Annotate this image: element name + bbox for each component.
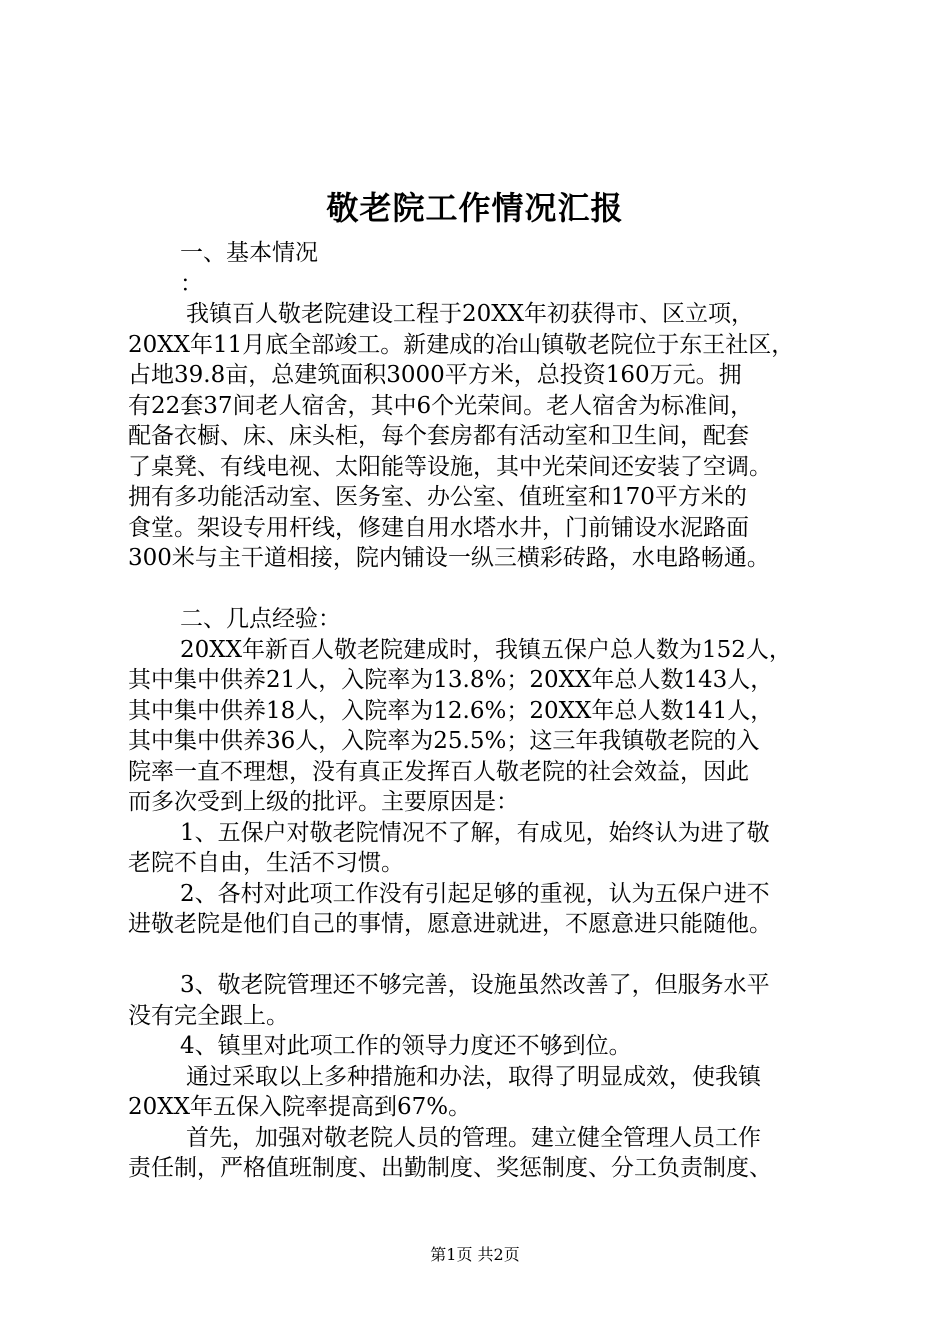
text-line: 进敬老院是他们自己的事情，愿意进就进，不愿意进只能随他。 xyxy=(128,911,772,937)
document-title: 敬老院工作情况汇报 xyxy=(326,189,624,227)
text-line: ： xyxy=(180,270,203,297)
text-line: 300米与主干道相接，院内铺设一纵三横彩砖路，水电路畅通。 xyxy=(128,545,770,571)
text-line: 老院不自由，生活不习惯。 xyxy=(128,850,404,876)
text-line: 其中集中供养18人，入院率为12.6%；20XX年总人数141人， xyxy=(128,697,774,724)
text-line: 20XX年新百人敬老院建成时，我镇五保户总人数为152人， xyxy=(180,636,792,663)
blank-line xyxy=(128,940,850,971)
text-line: 我镇百人敬老院建设工程于20XX年初获得市、区立项， xyxy=(186,301,755,327)
blank-line xyxy=(128,574,850,605)
text-line: 拥有多功能活动室、医务室、办公室、值班室和170平方米的 xyxy=(128,484,747,510)
section-heading-basic: 一、基本情况 xyxy=(180,240,318,266)
text-line: 其中集中供养21人，入院率为13.8%；20XX年总人数143人， xyxy=(128,667,774,693)
page-footer: 第1页 共2页 xyxy=(430,1245,520,1264)
text-line: 1、五保户对敬老院情况不了解，有成见，始终认为进了敬 xyxy=(180,819,770,846)
text-line: 责任制，严格值班制度、出勤制度、奖惩制度、分工负责制度、 xyxy=(128,1155,772,1181)
text-line: 2、各村对此项工作没有引起足够的重视，认为五保户进不 xyxy=(180,880,770,907)
text-line: 而多次受到上级的批评。主要原因是： xyxy=(128,789,519,815)
text-line: 院率一直不理想，没有真正发挥百人敬老院的社会效益，因此 xyxy=(128,758,749,785)
text-line: 3、敬老院管理还不够完善，设施虽然改善了，但服务水平 xyxy=(180,972,770,998)
text-line: 配备衣橱、床、床头柜，每个套房都有活动室和卫生间，配套 xyxy=(128,423,749,449)
text-line: 食堂。架设专用杆线，修建自用水塔水井，门前铺设水泥路面 xyxy=(128,514,749,541)
text-line: 20XX年五保入院率提高到67%。 xyxy=(128,1094,472,1120)
text-line: 首先，加强对敬老院人员的管理。建立健全管理人员工作 xyxy=(186,1124,761,1151)
section-heading-experience: 二、几点经验： xyxy=(180,606,341,632)
text-line: 通过采取以上多种措施和办法，取得了明显成效，使我镇 xyxy=(186,1063,761,1090)
text-line: 4、镇里对此项工作的领导力度还不够到位。 xyxy=(180,1033,632,1059)
text-line: 有22套37间老人宿舍，其中6个光荣间。老人宿舍为标准间， xyxy=(128,392,754,419)
text-line: 没有完全跟上。 xyxy=(128,1002,289,1029)
text-line: 其中集中供养36人，入院率为25.5%；这三年我镇敬老院的入 xyxy=(128,728,760,754)
text-line: 占地39.8亩，总建筑面积3000平方米，总投资160万元。拥 xyxy=(128,362,742,388)
document-body xyxy=(128,238,850,1184)
text-line: 20XX年11月底全部竣工。新建成的冶山镇敬老院位于东王社区， xyxy=(128,331,795,358)
text-line: 了桌凳、有线电视、太阳能等设施，其中光荣间还安装了空调。 xyxy=(128,453,772,480)
